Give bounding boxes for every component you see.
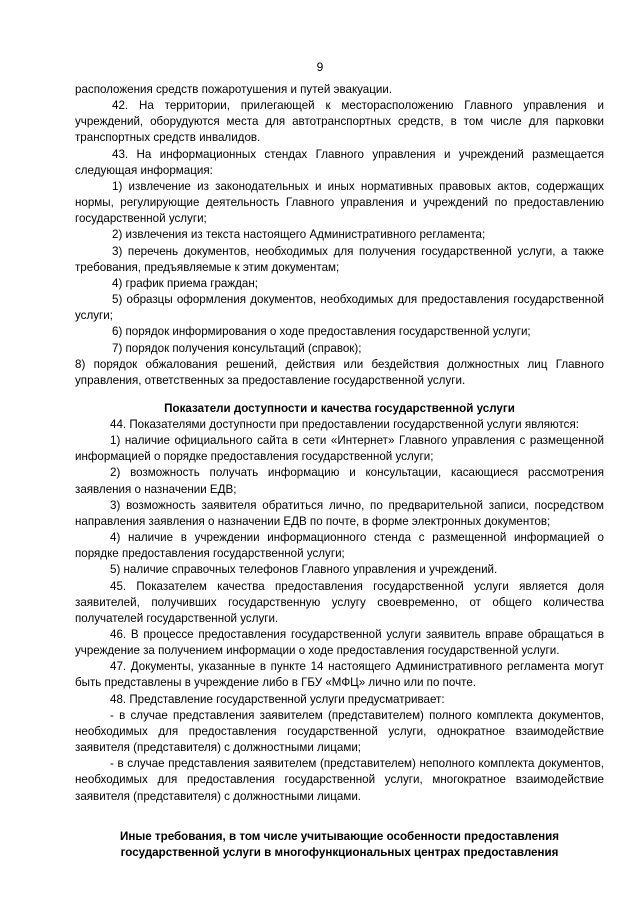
spacer	[75, 805, 604, 829]
section-heading-other-requirements-line1: Иные требования, в том числе учитывающие особенности предоставления	[120, 829, 559, 843]
spacer	[75, 389, 604, 401]
paragraph: - в случае представления заявителем (представителем) полного комплекта документов, необходимых для предоставления государственной услуги, однократное взаимодействие заявителя (представителя) с должностными лицами;	[75, 708, 604, 755]
paragraph: 1) извлечение из законодательных и иных нормативных правовых актов, содержащих нормы, регулирующие деятельность Главного управления и учреждений по предоставлению государственной услуги;	[75, 179, 604, 226]
paragraph: 4) наличие в учреждении информационного стенда с размещенной информацией о порядке предоставления государственной услуги;	[75, 531, 604, 561]
page-number: 9	[316, 60, 324, 74]
paragraph: 3) перечень документов, необходимых для получения государственной услуги, а также требования, предъявляемые к этим документам;	[75, 244, 604, 274]
paragraph: 48. Представление государственной услуги предусматривает:	[110, 692, 445, 706]
paragraph: 5) наличие справочных телефонов Главного управления и учреждений.	[110, 563, 498, 577]
paragraph: 8) порядок обжалования решений, действия или бездействия должностных лиц Главного управления, ответственных за предоставление государственной услуги.	[75, 357, 604, 387]
paragraph: 2) возможность получать информацию и консультации, касающиеся рассмотрения заявления о назначении ЕДВ;	[75, 466, 604, 496]
paragraph-group-facilities	[75, 82, 604, 389]
section-heading-other-requirements-line2: государственной услуги в многофункциональных центрах предоставления	[120, 845, 559, 859]
paragraph: 45. Показателем качества предоставления государственной услуги является доля заявителей, получивших государственную услугу своевременно, от общего количества получателей государственной услуги.	[75, 579, 604, 625]
paragraph: - в случае представления заявителем (представителем) неполного комплекта документов, необходимых для предоставления государственной услуги, многократное взаимодействие заявителя (представителя) с должностными лицами.	[75, 757, 604, 803]
paragraph-group-accessibility	[75, 417, 604, 805]
paragraph: расположения средств пожаротушения и путей эвакуации.	[75, 83, 393, 96]
paragraph: 43. На информационных стендах Главного управления и учреждений размещается следующая информация:	[75, 147, 604, 177]
paragraph: 42. На территории, прилегающей к месторасположению Главного управления и учреждений, оборудуются места для автотранспортных средств, в том числе для парковки транспортных средств инвалидов.	[75, 99, 604, 145]
paragraph: 3) возможность заявителя обратиться лично, по предварительной записи, посредством направления заявления о назначении ЕДВ по почте, в форме электронных документов;	[75, 498, 604, 528]
paragraph: 46. В процессе предоставления государственной услуги заявитель вправе обращаться в учреждение за получением информации о ходе предоставления государственной услуги.	[75, 628, 604, 658]
document-body	[75, 82, 604, 861]
paragraph: 6) порядок информирования о ходе предоставления государственной услуги;	[112, 325, 531, 339]
paragraph: 1) наличие официального сайта в сети «Интернет» Главного управления с размещенной информацией о порядке предоставления государственной услуги;	[75, 434, 604, 464]
paragraph: 44. Показателями доступности при предоставлении государственной услуги являются:	[110, 417, 579, 431]
paragraph: 2) извлечения из текста настоящего Административного регламента;	[112, 228, 486, 242]
paragraph: 4) график приема граждан;	[112, 276, 258, 290]
paragraph: 5) образцы оформления документов, необходимых для предоставления государственной услуги;	[75, 293, 604, 323]
paragraph: 47. Документы, указанные в пункте 14 настоящего Административного регламента могут быть представлены в учреждение либо в ГБУ «МФЦ» лично или по почте.	[75, 660, 604, 690]
paragraph: 7) порядок получения консультаций (справок);	[112, 341, 362, 355]
section-heading-accessibility: Показатели доступности и качества государственной услуги	[164, 401, 515, 415]
